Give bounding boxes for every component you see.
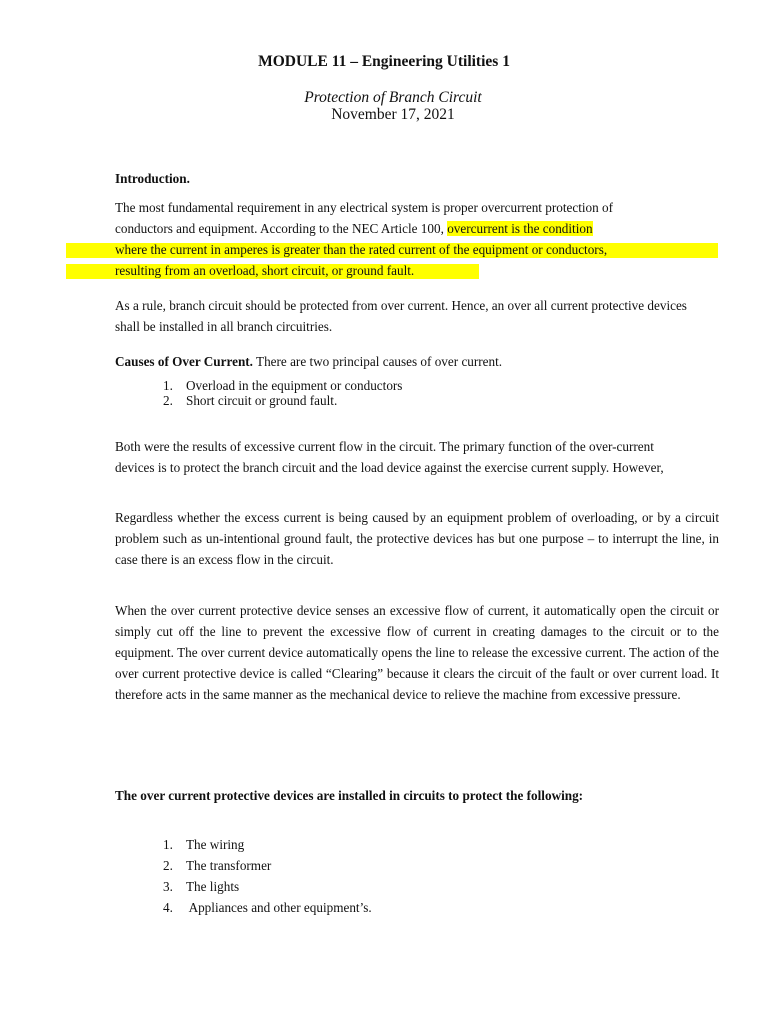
causes-line	[115, 354, 502, 370]
intro-line: The most fundamental requirement in any electrical system is proper overcurrent protection of	[115, 200, 614, 215]
highlighted-text: resulting from an overload, short circuit, or ground fault.	[115, 263, 415, 278]
list-number: 2.	[163, 393, 173, 408]
list-number: 1.	[163, 378, 173, 393]
causes-heading: Causes of Over Current.	[115, 354, 253, 369]
list-item: The transformer	[186, 858, 272, 873]
list-number: 3.	[163, 879, 173, 894]
list-item: Overload in the equipment or conductors	[186, 378, 403, 393]
causes-text: There are two principal causes of over current.	[252, 354, 503, 369]
lesson-subtitle: Protection of Branch Circuit	[304, 89, 482, 106]
list-item: The lights	[186, 879, 240, 894]
highlighted-text: overcurrent is the condition	[447, 221, 593, 236]
intro-heading: Introduction.	[115, 171, 190, 186]
intro-line	[115, 221, 593, 237]
list-number: 1.	[163, 837, 173, 852]
list-number: 4.	[163, 900, 173, 915]
module-title: MODULE 11 – Engineering Utilities 1	[258, 53, 510, 70]
both-paragraph: Both were the results of excessive current flow in the circuit. The primary function of the over-current devices is to protect the branch circuit and the load device against the exercise current supply. However,	[115, 439, 664, 475]
rule-paragraph: As a rule, branch circuit should be protected from over current. Hence, an over all current protective devices shall be installed in all branch circuitries.	[115, 298, 687, 334]
intro-plain-text: conductors and equipment. According to the NEC Article 100,	[115, 221, 448, 236]
lesson-date: November 17, 2021	[331, 106, 455, 123]
when-paragraph: When the over current protective device senses an excessive flow of current, it automatically open the circuit or simply cut off the line to prevent the excessive flow of current in creating damages to the circuit or to the equipment. The over current device automatically opens the line to release the excessive current. The action of the over current protective device is called “Clearing” because it clears the circuit of the fault or over current load. It therefore acts in the same manner as the mechanical device to relieve the machine from excessive pressure.	[115, 603, 719, 702]
list-item: The wiring	[186, 837, 245, 852]
protect-heading: The over current protective devices are installed in circuits to protect the following:	[115, 788, 584, 803]
list-item: Short circuit or ground fault.	[186, 393, 338, 408]
highlighted-text: where the current in amperes is greater than the rated current of the equipment or conductors,	[115, 242, 608, 257]
list-item: Appliances and other equipment’s.	[186, 900, 372, 915]
list-number: 2.	[163, 858, 173, 873]
regardless-paragraph: Regardless whether the excess current is being caused by an equipment problem of overloading, or by a circuit problem such as un-intentional ground fault, the protective devices has but one purpose – to interrupt the line, in case there is an excess flow in the circuit.	[115, 510, 719, 567]
